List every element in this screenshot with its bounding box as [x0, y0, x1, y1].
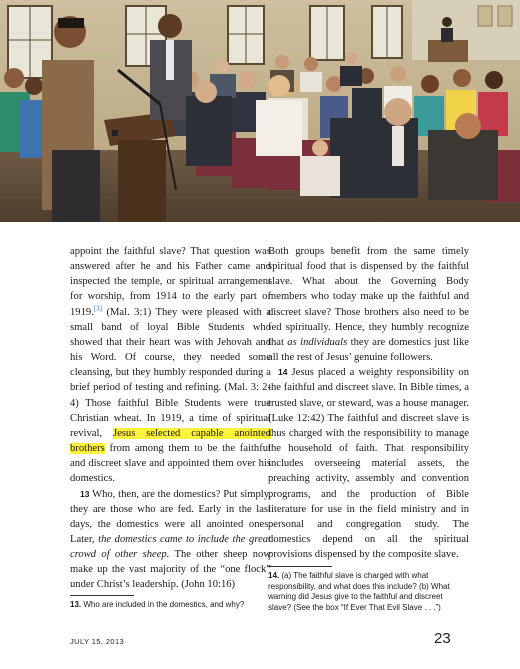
italic-text: as individuals [287, 336, 348, 348]
paragraph-text: The other sheep now make up the vast majority of the “one flock” under Christ’s leadership. (John 10:16) [70, 549, 271, 591]
paragraph-13-continued [268, 244, 469, 365]
issue-date: JULY 15, 2013 [70, 637, 125, 646]
question-divider [70, 595, 134, 596]
paragraph-14 [268, 365, 469, 562]
paragraph-12-continued [70, 244, 271, 487]
question-text: (a) The faithful slave is charged with what responsibility, and what does this include? (b) What warning did Jesus give to the faithful and discreet slave? (See the box “If Ever That Evil Slave . . .”) [268, 571, 450, 612]
article-column-right [268, 244, 469, 562]
question-number: 13. [70, 600, 82, 609]
paragraph-text: (Mal. 3:1) They were pleased with a small band of loyal Bible Students who showed that their heart was with Jehovah and his Word. Of course, they needed some cleansing, but they humbly responded during a brief period of testing and refining. (Mal. 3: 2-4) Those faithful Bible Students were true Christian wheat. In 1919, a time of spiritual revival, [70, 306, 271, 439]
paragraph-number: 13 [80, 488, 90, 499]
study-question-14 [268, 566, 460, 613]
paragraph-text: from among them to be the faithful and discreet slave and appointed them over his domestics. [70, 443, 271, 485]
paragraph-text: appoint the faithful slave? That question was answered after he and his Father came and inspected the temple, or spiritual arrangement for worship, from 1914 to the early part of 1919. [70, 246, 271, 318]
highlighted-text: Jesus selected capable anointed brothers [70, 427, 271, 455]
page-number: 23 [434, 630, 451, 647]
italic-text: the domestics came to include the great crowd of other sheep. [70, 533, 272, 561]
question-divider [268, 566, 332, 567]
congregation-photo [0, 0, 520, 222]
article-column-left [70, 244, 271, 593]
question-text: Who are included in the domestics, and why? [81, 600, 245, 609]
paragraph-number: 14 [278, 367, 288, 378]
footnote-reference-link[interactable]: [3] [93, 304, 103, 313]
paragraph-13 [70, 487, 271, 593]
paragraph-text: Both groups benefit from the same timely spiritual food that is dispensed by the faithful slave. What about the Governing Body members who today make up the faithful and discreet slave? Those brothers also need to be fed spiritually. Hence, they humbly recognize that [268, 246, 469, 348]
paragraph-text: Who, then, are the domestics? Put simply, they are those who are fed. Early in the last days, the domestics were all anointed ones. Later, [70, 488, 271, 545]
study-question-13 [70, 595, 262, 611]
paragraph-text: they are domestics just like all the rest of Jesus’ genuine followers. [268, 336, 469, 364]
question-number: 14. [268, 571, 280, 580]
paragraph-text: Jesus placed a weighty responsibility on the faithful and discreet slave. In Bible times, a trusted slave, or steward, was a house manager. (Luke 12:42) The faithful and discreet slave is thus charged with the responsibility to manage the household of faith. That responsibility includes overseeing material assets, the preaching activity, assembly and convention programs, and the production of Bible literature for use in the field ministry and in personal and congregation study. The domestics depend on all the spiritual provisions dispensed by the composite slave. [268, 367, 469, 561]
